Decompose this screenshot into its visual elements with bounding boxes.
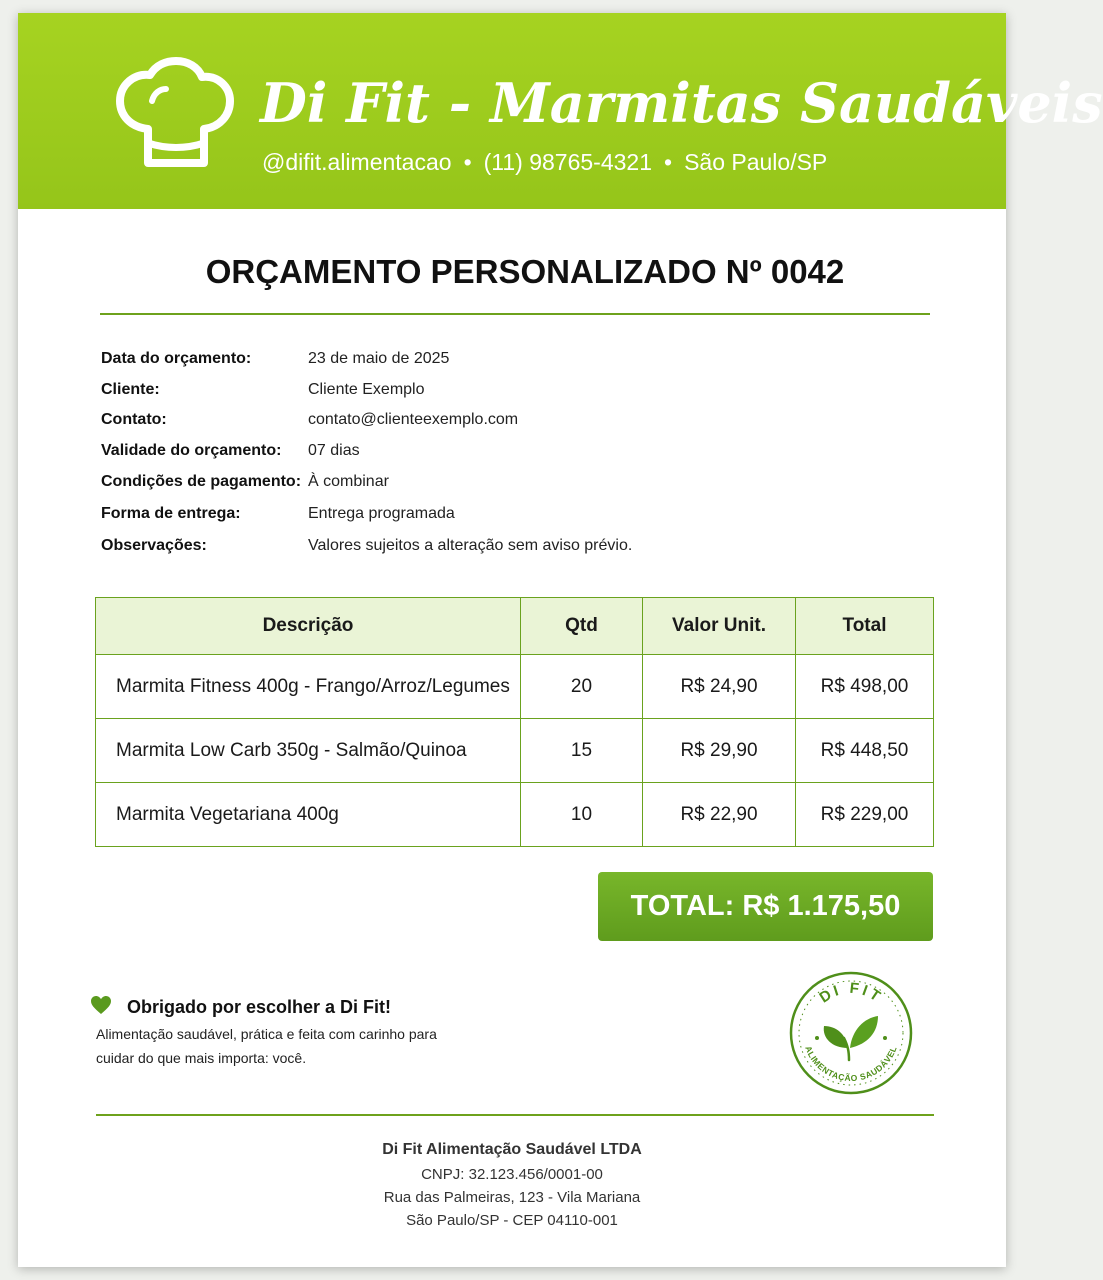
cell-qty: 10 [521,783,643,847]
footer-cnpj: CNPJ: 32.123.456/0001-00 [421,1166,603,1183]
info-value: contato@clienteexemplo.com [308,411,519,428]
divider [96,1114,934,1116]
total-badge [598,872,933,941]
header-banner [18,13,1103,209]
separator-dot: • [664,149,673,175]
heart-icon [90,995,112,1015]
brand-title: Di Fit - Marmitas Saudáveis [260,71,1103,135]
info-value: Valores sujeitos a alteração sem aviso prévio. [308,537,633,554]
location-text: São Paulo/SP [684,149,828,175]
info-value: À combinar [308,473,389,490]
header-total: Total [796,598,934,655]
info-value: 23 de maio de 2025 [308,350,450,367]
cell-unit-price: R$ 29,90 [643,719,796,783]
cell-description: Marmita Fitness 400g - Frango/Arroz/Legumes [96,655,521,719]
info-label: Cliente: [101,381,160,398]
info-label: Contato: [101,411,167,428]
seal-bottom-text: ALIMENTAÇÃO SAUDÁVEL [803,1044,899,1084]
cell-qty: 20 [521,655,643,719]
leaf-icon [824,1016,878,1060]
brand-seal [786,968,916,1098]
header-description: Descrição [96,598,521,655]
cell-total: R$ 229,00 [796,783,934,847]
thanks-title: Obrigado por escolher a Di Fit! [127,997,392,1017]
table-header-row [96,598,934,655]
cell-total: R$ 448,50 [796,719,934,783]
footer-city: São Paulo/SP - CEP 04110-001 [406,1212,618,1229]
budget-document [18,13,1103,1267]
table-row [96,783,934,847]
info-label: Forma de entrega: [101,505,241,522]
thanks-text: cuidar do que mais importa: você. [96,1050,307,1066]
chef-hat-icon [114,59,236,171]
info-label: Validade do orçamento: [101,442,282,459]
info-label: Condições de pagamento: [101,473,302,490]
table-row [96,655,934,719]
cell-qty: 15 [521,719,643,783]
footer-address: Rua das Palmeiras, 123 - Vila Mariana [383,1189,641,1206]
cell-unit-price: R$ 22,90 [643,783,796,847]
instagram-handle: @difit.alimentacao [262,149,452,175]
info-label: Observações: [101,537,207,554]
thanks-text: Alimentação saudável, prática e feita com carinho para [96,1026,437,1042]
cell-unit-price: R$ 24,90 [643,655,796,719]
total-amount: TOTAL: R$ 1.175,50 [630,890,901,922]
divider [100,313,930,315]
cell-description: Marmita Vegetariana 400g [96,783,521,847]
cell-total: R$ 498,00 [796,655,934,719]
cell-description: Marmita Low Carb 350g - Salmão/Quinoa [96,719,521,783]
brand-contact-line [262,149,827,176]
document-title: ORÇAMENTO PERSONALIZADO Nº 0042 [205,253,845,290]
info-value: Cliente Exemplo [308,381,425,398]
items-table [95,597,934,847]
header-qty: Qtd [521,598,643,655]
info-value: Entrega programada [308,505,455,522]
table-row [96,719,934,783]
info-value: 07 dias [308,442,360,459]
footer-company: Di Fit Alimentação Saudável LTDA [382,1141,642,1158]
header-unit-price: Valor Unit. [643,598,796,655]
phone-number: (11) 98765-4321 [483,149,652,175]
info-label: Data do orçamento: [101,350,252,367]
separator-dot: • [463,149,472,175]
seal-top-text: DI FIT [816,979,886,1007]
